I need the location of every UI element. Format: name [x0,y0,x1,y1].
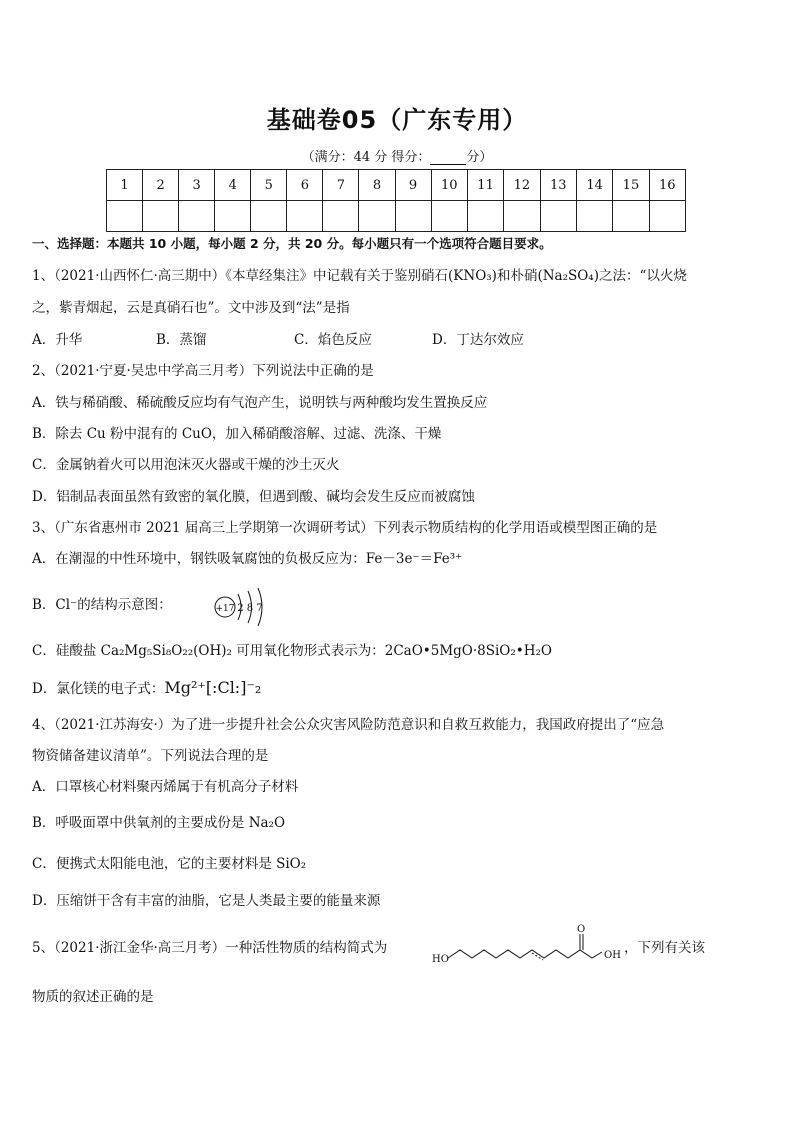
answer-cell-14[interactable] [576,201,612,232]
answer-cell-10[interactable] [431,201,467,232]
q5-stem-prefix: 5、（2021·浙江金华·高三月考）一种活性物质的结构简式为 [32,940,388,956]
answer-grid-numbers [107,170,686,201]
answer-cell-5[interactable] [251,201,287,232]
q1-line2: 之，紫青烟起，云是真硝石也”。文中涉及到“法”是指 [32,300,350,316]
q3-stem: 3、（广东省惠州市 2021 届高三上学期第一次调研考试）下列表示物质结构的化学用语或模型图正确的是 [32,520,658,536]
answer-cell-9[interactable] [395,201,431,232]
score-line [0,146,794,165]
q3-option-b[interactable]: B．Cl⁻的结构示意图： [32,597,172,613]
answer-cell-11[interactable] [467,201,503,232]
chloride-ion-diagram [214,586,274,626]
answer-number-13: 13 [540,170,576,201]
answer-cell-6[interactable] [287,201,323,232]
page-title: 基础卷05（广东专用） [266,106,528,134]
score-suffix: 分） [466,150,493,165]
q2-option-a[interactable]: A．铁与稀硝酸、稀硫酸反应均有气泡产生，说明铁与两种酸均发生置换反应 [32,395,488,411]
q4-option-c[interactable]: C．便携式太阳能电池，它的主要材料是 SiO₂ [32,856,307,872]
q3-option-c[interactable]: C．硅酸盐 Ca₂Mg₅Si₈O₂₂(OH)₂ 可用氧化物形式表示为：2CaO•5MgO·8SiO₂•H₂O [32,643,552,659]
answer-grid-answers [107,201,686,232]
mol-ho-label: HO [432,954,449,965]
q4-line1: 4、（2021·江苏海安·）为了进一步提升社会公众灾害风险防范意识和自救互救能力，我国政府提出了“应急 [32,717,665,733]
molecule-structure [432,922,622,972]
q1-option-c[interactable]: C．焰色反应 [294,332,372,348]
answer-cell-7[interactable] [323,201,359,232]
answer-number-2: 2 [143,170,179,201]
answer-cell-13[interactable] [540,201,576,232]
answer-number-6: 6 [287,170,323,201]
q1-option-b[interactable]: B．蒸馏 [156,332,207,348]
answer-number-11: 11 [467,170,503,201]
answer-number-15: 15 [613,170,649,201]
answer-number-3: 3 [179,170,215,201]
q1-options [32,330,754,350]
answer-number-16: 16 [649,170,685,201]
ion-shells-label: 2 8 7 [237,603,263,614]
q5-line2: 物质的叙述正确的是 [32,989,154,1005]
q4-line2: 物资储备建议清单”。下列说法合理的是 [32,748,269,764]
q4-option-d[interactable]: D．压缩饼干含有丰富的油脂，它是人类最主要的能量来源 [32,893,381,909]
q1-option-d[interactable]: D．丁达尔效应 [432,332,524,348]
section-heading: 一、选择题：本题共 10 小题，每小题 2 分，共 20 分。每小题只有一个选项符合题目要求。 [32,236,552,251]
score-blank[interactable] [430,152,466,165]
q5-stem-suffix: ，下列有关该 [624,940,705,956]
answer-number-12: 12 [504,170,540,201]
answer-cell-2[interactable] [143,201,179,232]
answer-number-10: 10 [431,170,467,201]
answer-number-1: 1 [107,170,143,201]
q2-option-b[interactable]: B．除去 Cu 粉中混有的 CuO，加入稀硝酸溶解、过滤、洗涤、干燥 [32,426,442,442]
mol-o-label: O [577,924,586,935]
mgcl2-electron-formula: Mg²⁺[:Cl:]⁻₂ [164,678,262,697]
ion-nucleus-label: +17 [215,604,235,614]
q1-line1: 1、（2021·山西怀仁·高三期中）《本草经集注》中记载有关于鉴别硝石(KNO₃)和朴硝(Na₂SO₄)之法：“以火烧 [32,268,687,284]
q2-option-d[interactable]: D．铝制品表面虽然有致密的氧化膜，但遇到酸、碱均会发生反应而被腐蚀 [32,489,475,505]
q2-option-c[interactable]: C．金属钠着火可以用泡沫灭火器或干燥的沙土灭火 [32,457,340,473]
answer-cell-8[interactable] [359,201,395,232]
q2-stem: 2、（2021·宁夏·吴忠中学高三月考）下列说法中正确的是 [32,363,374,379]
answer-number-5: 5 [251,170,287,201]
q3-option-d[interactable] [32,678,754,699]
answer-number-7: 7 [323,170,359,201]
mol-oh-label: OH [604,950,621,961]
answer-cell-3[interactable] [179,201,215,232]
q1-option-a[interactable]: A．升华 [32,332,83,348]
q3-option-a[interactable]: A．在潮湿的中性环境中，钢铁吸氧腐蚀的负极反应为：Fe－3e⁻＝Fe³⁺ [32,551,463,567]
q4-option-b[interactable]: B．呼吸面罩中供氧剂的主要成份是 Na₂O [32,815,286,831]
answer-cell-1[interactable] [107,201,143,232]
answer-number-9: 9 [395,170,431,201]
answer-cell-15[interactable] [613,201,649,232]
answer-number-14: 14 [576,170,612,201]
answer-grid [106,169,686,232]
answer-number-4: 4 [215,170,251,201]
q3-option-d-text: D．氯化镁的电子式： [32,681,165,697]
answer-cell-4[interactable] [215,201,251,232]
answer-cell-12[interactable] [504,201,540,232]
answer-cell-16[interactable] [649,201,685,232]
q4-option-a[interactable]: A．口罩核心材料聚丙烯属于有机高分子材料 [32,779,299,795]
answer-number-8: 8 [359,170,395,201]
score-prefix: （满分：44 分 得分： [301,150,431,165]
